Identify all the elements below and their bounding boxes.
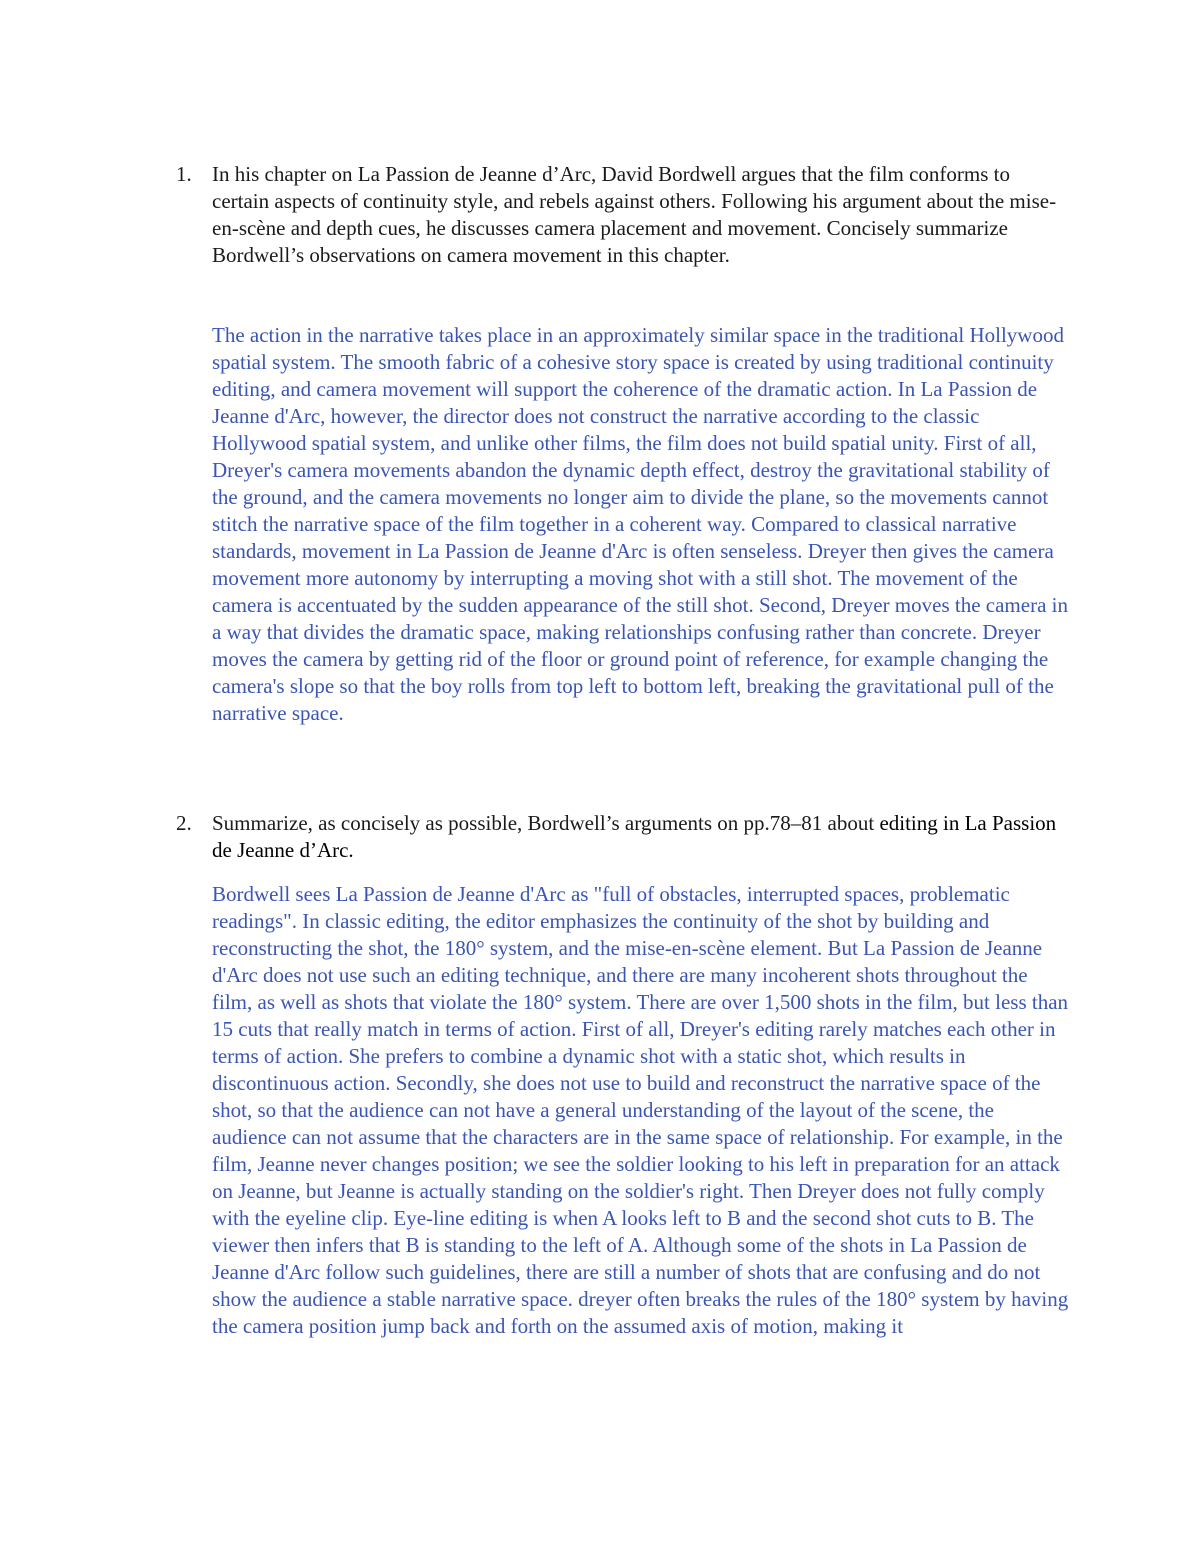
answer-text: Bordwell sees La Passion de Jeanne d'Arc as "full of obstacles, interrupted spaces, problematic readings". In classic editing, the editor emphasizes the continuity of the shot by building and reconstructing the shot, the 180° system, and the mise-en-scène element. But La Passion de Jeanne d'Arc does not use such an editing technique, and there are many incoherent shots throughout the film, as well as shots that violate the 180° system. There are over 1,500 shots in the film, but less than 15 cuts that really match in terms of action. First of all, Dreyer's editing rarely matches each other in terms of action. She prefers to combine a dynamic shot with a static shot, which results in discontinuous action. Secondly, she does not use to build and reconstruct the narrative space of the shot, so that the audience can not have a general understanding of the layout of the scene, the audience can not assume that the characters are in the same space of relationship. For example, in the film, Jeanne never changes position; we see the soldier looking to his left in preparation for an attack on Jeanne, but Jeanne is actually standing on the soldier's right. Then Dreyer does not fully comply with the eyeline clip. Eye-line editing is when A looks left to B and the second shot cuts to B. The viewer then infers that B is standing to the left of A. Although some of the shots in La Passion de Jeanne d'Arc follow such guidelines, there are still a number of shots that are confusing and do not show the audience a stable narrative space. dreyer often breaks the rules of the 180° system by having the camera position jump back and forth on the assumed axis of motion, making it [212,882,1069,1338]
question-prompt-emphasis: editing in La Passion de Jeanne d’Arc. [212,811,1057,862]
question-prompt: In his chapter on La Passion de Jeanne d’Arc, David Bordwell argues that the film conforms to certain aspects of continuity style, and rebels against others. Following his argument about the mise-en-scène and depth cues, he discusses camera placement and movement. Concisely summarize Bordwell’s observations on camera movement in this chapter. [212,162,1057,267]
question-prompt [212,810,1067,864]
question-prompt-text: Summarize, as concisely as possible, Bordwell’s arguments on pp.78–81 about [212,811,880,835]
answer-text: The action in the narrative takes place in an approximately similar space in the traditional Hollywood spatial system. The smooth fabric of a cohesive story space is created by using traditional continuity editing, and camera movement will support the coherence of the dramatic action. In La Passion de Jeanne d'Arc, however, the director does not construct the narrative according to the classic Hollywood spatial system, and unlike other films, the film does not build spatial unity. First of all, Dreyer's camera movements abandon the dynamic depth effect, destroy the gravitational stability of the ground, and the camera movements no longer aim to divide the plane, so the movements cannot stitch the narrative space of the film together in a coherent way. Compared to classical narrative standards, movement in La Passion de Jeanne d'Arc is often senseless. Dreyer then gives the camera movement more autonomy by interrupting a moving shot with a still shot. The movement of the camera is accentuated by the sudden appearance of the still shot. Second, Dreyer moves the camera in a way that divides the dramatic space, making relationships confusing rather than concrete. Dreyer moves the camera by getting rid of the floor or ground point of reference, for example changing the camera's slope so that the boy rolls from top left to bottom left, breaking the gravitational pull of the narrative space. [212,323,1068,725]
question-number: 1. [176,162,192,186]
question-number: 2. [176,811,192,835]
